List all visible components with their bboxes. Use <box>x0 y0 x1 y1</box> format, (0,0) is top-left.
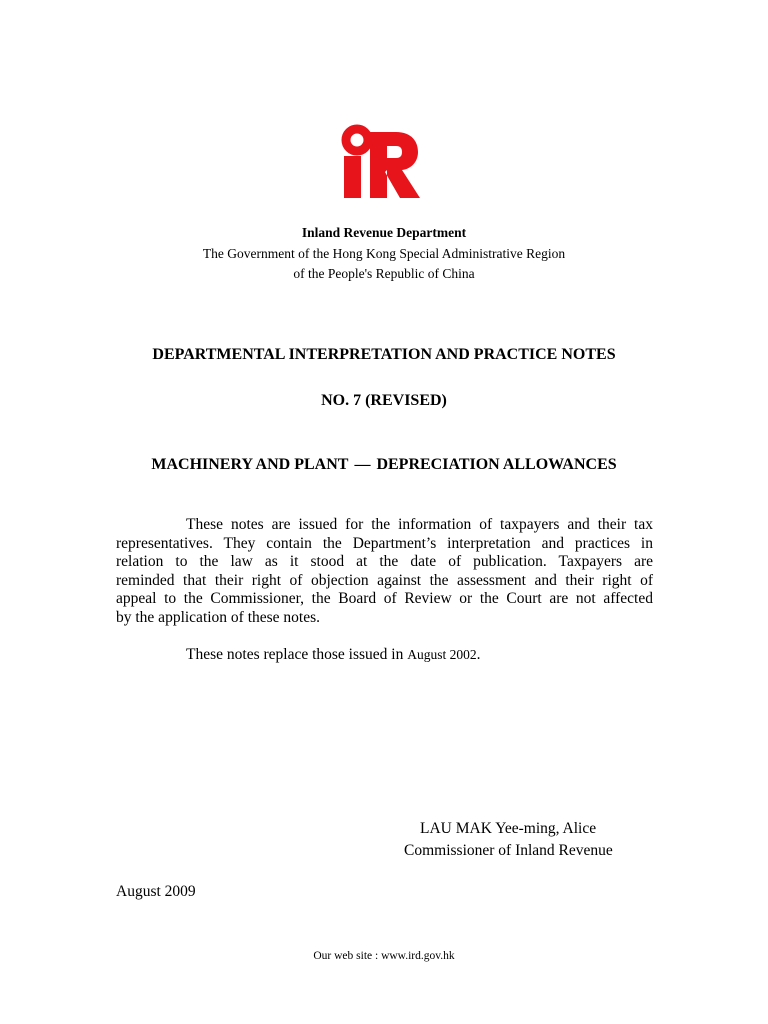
subject-dash: — <box>354 456 371 473</box>
signatory-name: LAU MAK Yee-ming, Alice <box>420 820 597 837</box>
government-line-2: of the People's Republic of China <box>293 266 475 281</box>
document-subject <box>0 456 768 474</box>
subject-part-1: MACHINERY AND PLANT <box>151 456 349 473</box>
document-number: NO. 7 (REVISED) <box>321 392 447 409</box>
paragraph-line: These notes are issued for the information of taxpayers and their tax <box>186 516 653 533</box>
signatory-title: Commissioner of Inland Revenue <box>404 842 613 859</box>
government-line-1: The Government of the Hong Kong Special Administrative Region <box>202 246 566 261</box>
replacement-period: . <box>476 646 481 663</box>
department-name: Inland Revenue Department <box>301 225 467 240</box>
ird-logo-icon <box>340 124 420 198</box>
paragraph-line: appeal to the Commissioner, the Board of Review or the Court are not affected <box>116 590 653 607</box>
paragraph-line: reminded that their right of objection against the assessment and their right of <box>116 571 653 589</box>
intro-paragraph <box>116 516 653 627</box>
subject-part-2: DEPRECIATION ALLOWANCES <box>376 456 617 473</box>
document-title: DEPARTMENTAL INTERPRETATION AND PRACTICE NOTES <box>152 346 616 363</box>
footer-website: Our web site : www.ird.gov.hk <box>313 950 455 962</box>
paragraph-line: relation to the law as it stood at the date of publication. Taxpayers are <box>116 553 653 570</box>
issue-date: August 2009 <box>116 883 196 900</box>
paragraph-line: by the application of these notes. <box>116 608 321 626</box>
replacement-date: August 2002 <box>407 647 477 662</box>
paragraph-line: representatives. They contain the Department’s interpretation and practices in <box>116 534 653 552</box>
replacement-paragraph <box>116 646 653 665</box>
replacement-text: These notes replace those issued in <box>186 646 404 663</box>
